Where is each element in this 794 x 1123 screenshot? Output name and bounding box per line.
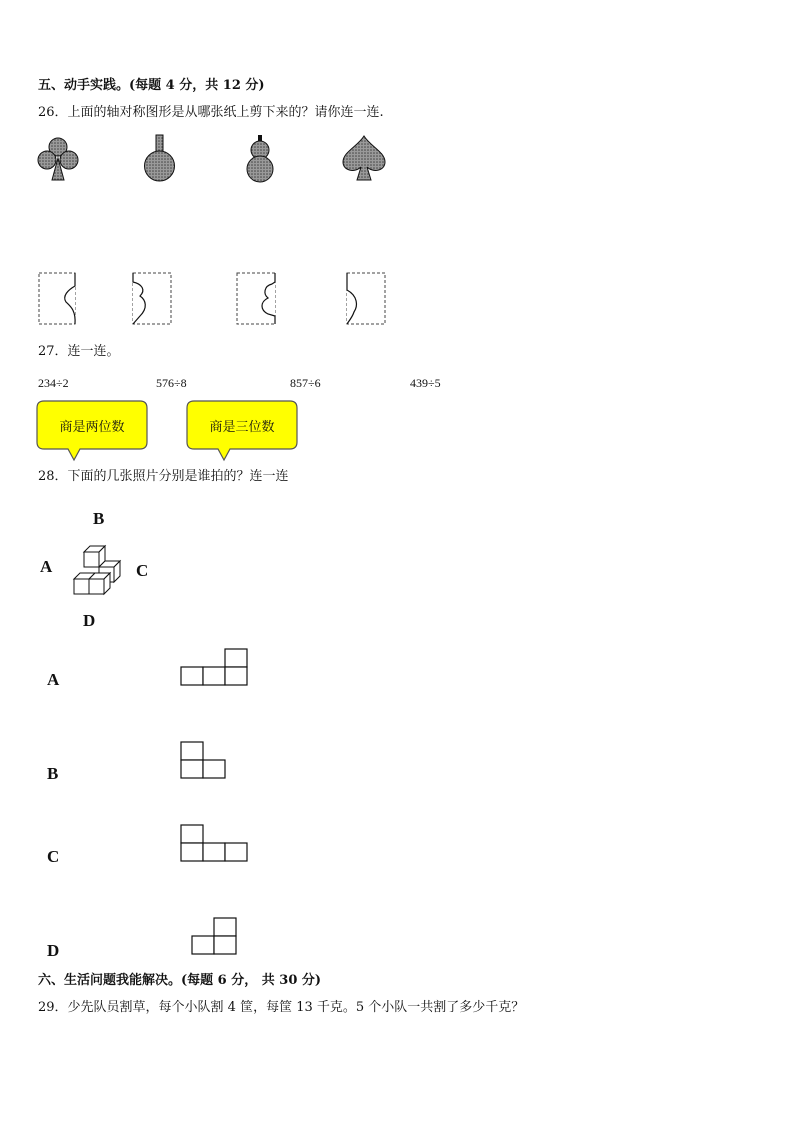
expression-2: 576÷8	[156, 376, 187, 390]
club-icon	[36, 136, 80, 184]
callout-three-digit-label: 商是三位数	[209, 420, 275, 435]
section-6-heading: 六、生活问题我能解决。(每题 6 分， 共 30 分)	[38, 973, 322, 988]
direction-bottom-label: D	[83, 611, 96, 630]
question-27-text: 27．连一连。	[38, 344, 120, 359]
gourd-icon	[242, 134, 278, 184]
view-c-shape	[180, 824, 250, 864]
spade-icon	[340, 134, 388, 184]
section-5-heading: 五、动手实践。(每题 4 分，共 12 分)	[38, 78, 265, 93]
view-a-label: A	[47, 670, 60, 689]
view-c-label: C	[47, 847, 60, 866]
expression-3: 857÷6	[290, 376, 321, 390]
question-28-text: 28．下面的几张照片分别是谁拍的？连一连	[38, 469, 289, 484]
direction-right-label: C	[136, 561, 149, 580]
direction-left-label: A	[40, 557, 53, 576]
question-29-text: 29．少先队员割草，每个小队割 4 筐，每筐 13 千克。5 个小队一共割了多少千克？	[38, 1000, 525, 1015]
expression-1: 234÷2	[38, 376, 69, 390]
expression-4: 439÷5	[410, 376, 441, 390]
question-26-text: 26．上面的轴对称图形是从哪张纸上剪下来的？请你连一连.	[38, 105, 384, 120]
direction-top-label: B	[93, 509, 105, 528]
callout-two-digit	[36, 400, 148, 462]
view-a-shape	[180, 648, 250, 688]
view-b-label: B	[47, 764, 59, 783]
paper-cut-1-icon	[38, 272, 78, 326]
view-d-label: D	[47, 941, 60, 960]
cube-stack-icon	[72, 542, 122, 598]
callout-two-digit-label: 商是两位数	[59, 420, 125, 435]
view-b-shape	[180, 741, 230, 781]
callout-three-digit	[186, 400, 298, 462]
paper-cut-4-icon	[346, 272, 388, 326]
bottle-icon	[140, 134, 180, 184]
paper-cut-3-icon	[236, 272, 278, 326]
view-d-shape	[191, 917, 241, 957]
paper-cut-2-icon	[132, 272, 174, 326]
